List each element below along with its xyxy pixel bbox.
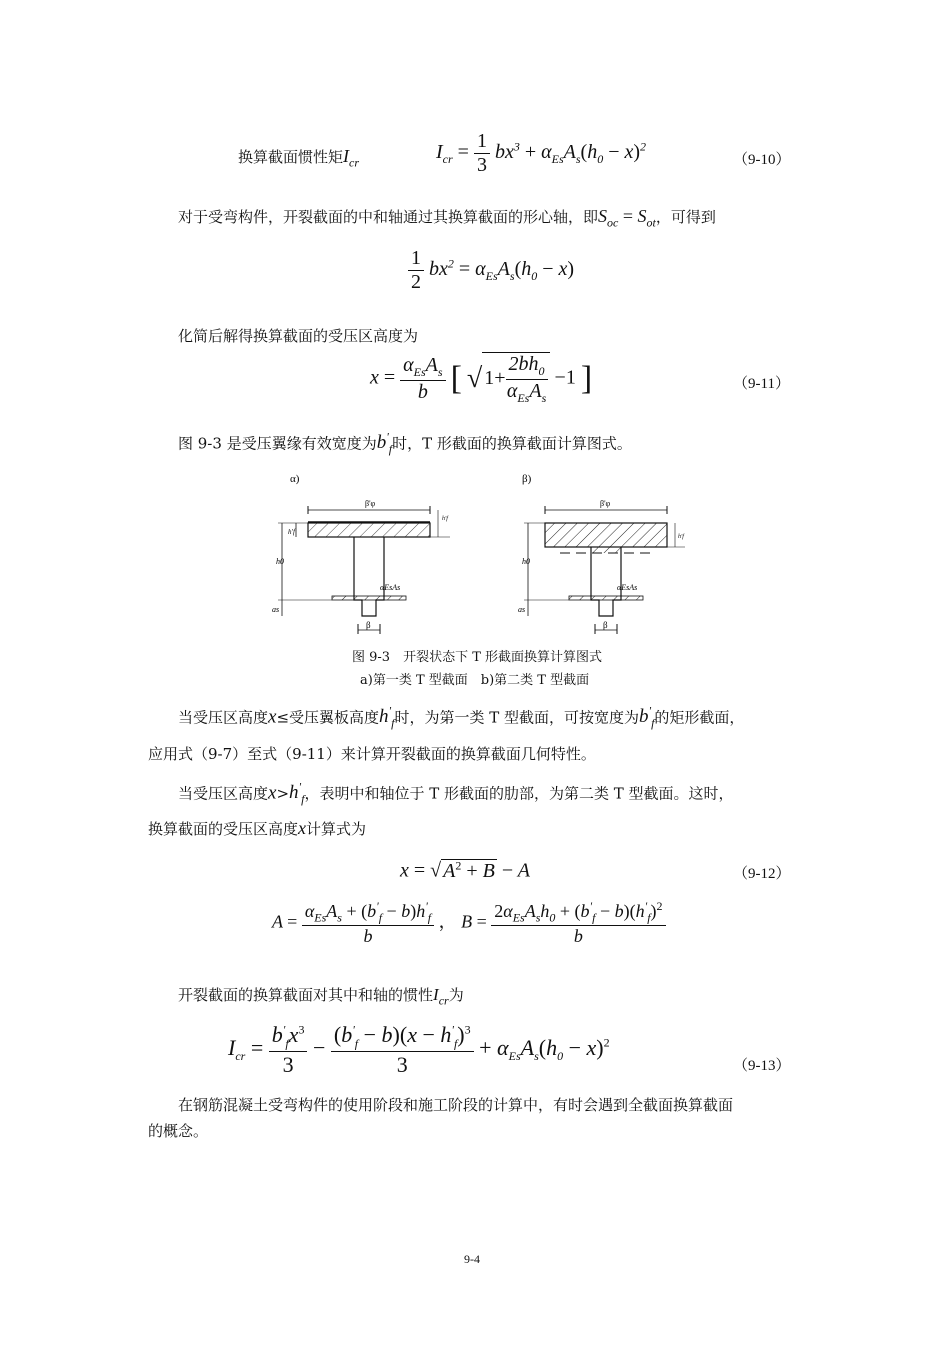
paragraph-6: 开裂截面的换算截面对其中和轴的惯性$I_{cr}$为 (178, 985, 464, 1008)
paragraph-1: 对于受弯构件，开裂截面的中和轴通过其换算截面的形心轴，即$S_{oc} = S_{ot}$，可得到 (178, 206, 716, 230)
label-b-a: β (366, 620, 371, 630)
label-hf-a2: h'f (442, 516, 448, 522)
eq-9-13-number: （9-13） (733, 1058, 791, 1074)
eq-9-13: $I_{cr}$ = $\frac{b'_fx^3}{3}$ − $\frac{(b'_f - b)(x - h'_f)^3}{3}$ + $\alpha_{Es}A_s(h_0 - x)^2$ (228, 1022, 610, 1078)
label-h0-b: h0 (522, 557, 530, 566)
eq-9-12: x = √ $A^2 + B - A$ (400, 858, 531, 882)
figure-caption-sub: a)第一类 T 型截面 b)第二类 T 型截面 (360, 673, 590, 688)
eq-9-10-label: 换算截面惯性矩$I_{cr}$ (238, 146, 360, 170)
label-hf-b: h'f (678, 534, 684, 540)
panel-b-label: β) (522, 473, 532, 485)
paragraph-5-line-2: 换算截面的受压区高度x计算式为 (148, 818, 367, 838)
eq-9-10: $I_{cr}$ = $\frac{1}{3}$ $bx^3 + \alpha_{Es}A_s(h_0 - x)^2$ (436, 130, 647, 176)
figure-9-3 (270, 468, 700, 638)
panel-b-section (518, 499, 685, 634)
eq-9-12-number: （9-12） (733, 866, 791, 882)
label-as-b: as (518, 605, 526, 614)
panel-a-label: α) (290, 473, 300, 485)
paragraph-7-line-1: 在钢筋混凝土受弯构件的使用阶段和施工阶段的计算中，有时会遇到全截面换算截面 (178, 1096, 734, 1114)
page-number: 9-4 (464, 1252, 480, 1266)
paragraph-5-line-1: 当受压区高度$x>h'_f$，表明中和轴位于 T 形截面的肋部，为第二类 T 型截面。这时， (178, 780, 734, 807)
paragraph-4-line-1: 当受压区高度x≤受压翼板高度$h'_f$时，为第一类 T 型截面，可按宽度为$b'_f$的矩形截面， (178, 704, 745, 731)
label-steel-b: αEsAs (617, 583, 638, 592)
figure-caption-title: 图 9-3 开裂状态下 T 形截面换算计算图式 (352, 650, 603, 665)
label-h0-a: h0 (276, 557, 284, 566)
eq-centroid: $\frac{1}{2}$ $bx^2 = \alpha_{Es}A_s(h_0 - x)$ (408, 247, 574, 294)
eq-9-11: x = $\frac{\alpha_{Es}A_s}{b}$ [ √ 1+ $\frac{2bh_0}{\alpha_{Es}A_s}$ −1 ] (370, 353, 593, 405)
label-steel-a: αEsAs (380, 583, 401, 592)
label-b-b: β (603, 620, 608, 630)
panel-a-section (272, 499, 450, 634)
paragraph-7-line-2: 的概念。 (148, 1122, 209, 1140)
eq-9-10-number: （9-10） (733, 152, 791, 168)
eq-9-11-number: （9-11） (733, 376, 790, 392)
label-hf-a: h'f (288, 528, 295, 536)
label-bf-a: β'φ (365, 499, 376, 508)
eq-9-12-AB: A = $\frac{\alpha_{Es}A_s + (b'_f - b)h'_f}{b}$ ， B = $\frac{2\alpha_{Es}A_sh_0 + (b'_f - b)(h'_f)^2}{b}$ (272, 900, 666, 947)
label-as-a: as (272, 605, 280, 614)
paragraph-3: 图 9-3 是受压翼缘有效宽度为$b'_f$时，T 形截面的换算截面计算图式。 (178, 430, 632, 457)
paragraph-2: 化简后解得换算截面的受压区高度为 (178, 327, 419, 345)
paragraph-4-line-2: 应用式（9-7）至式（9-11）来计算开裂截面的换算截面几何特性。 (148, 745, 596, 763)
label-bf-b: β'φ (600, 499, 611, 508)
